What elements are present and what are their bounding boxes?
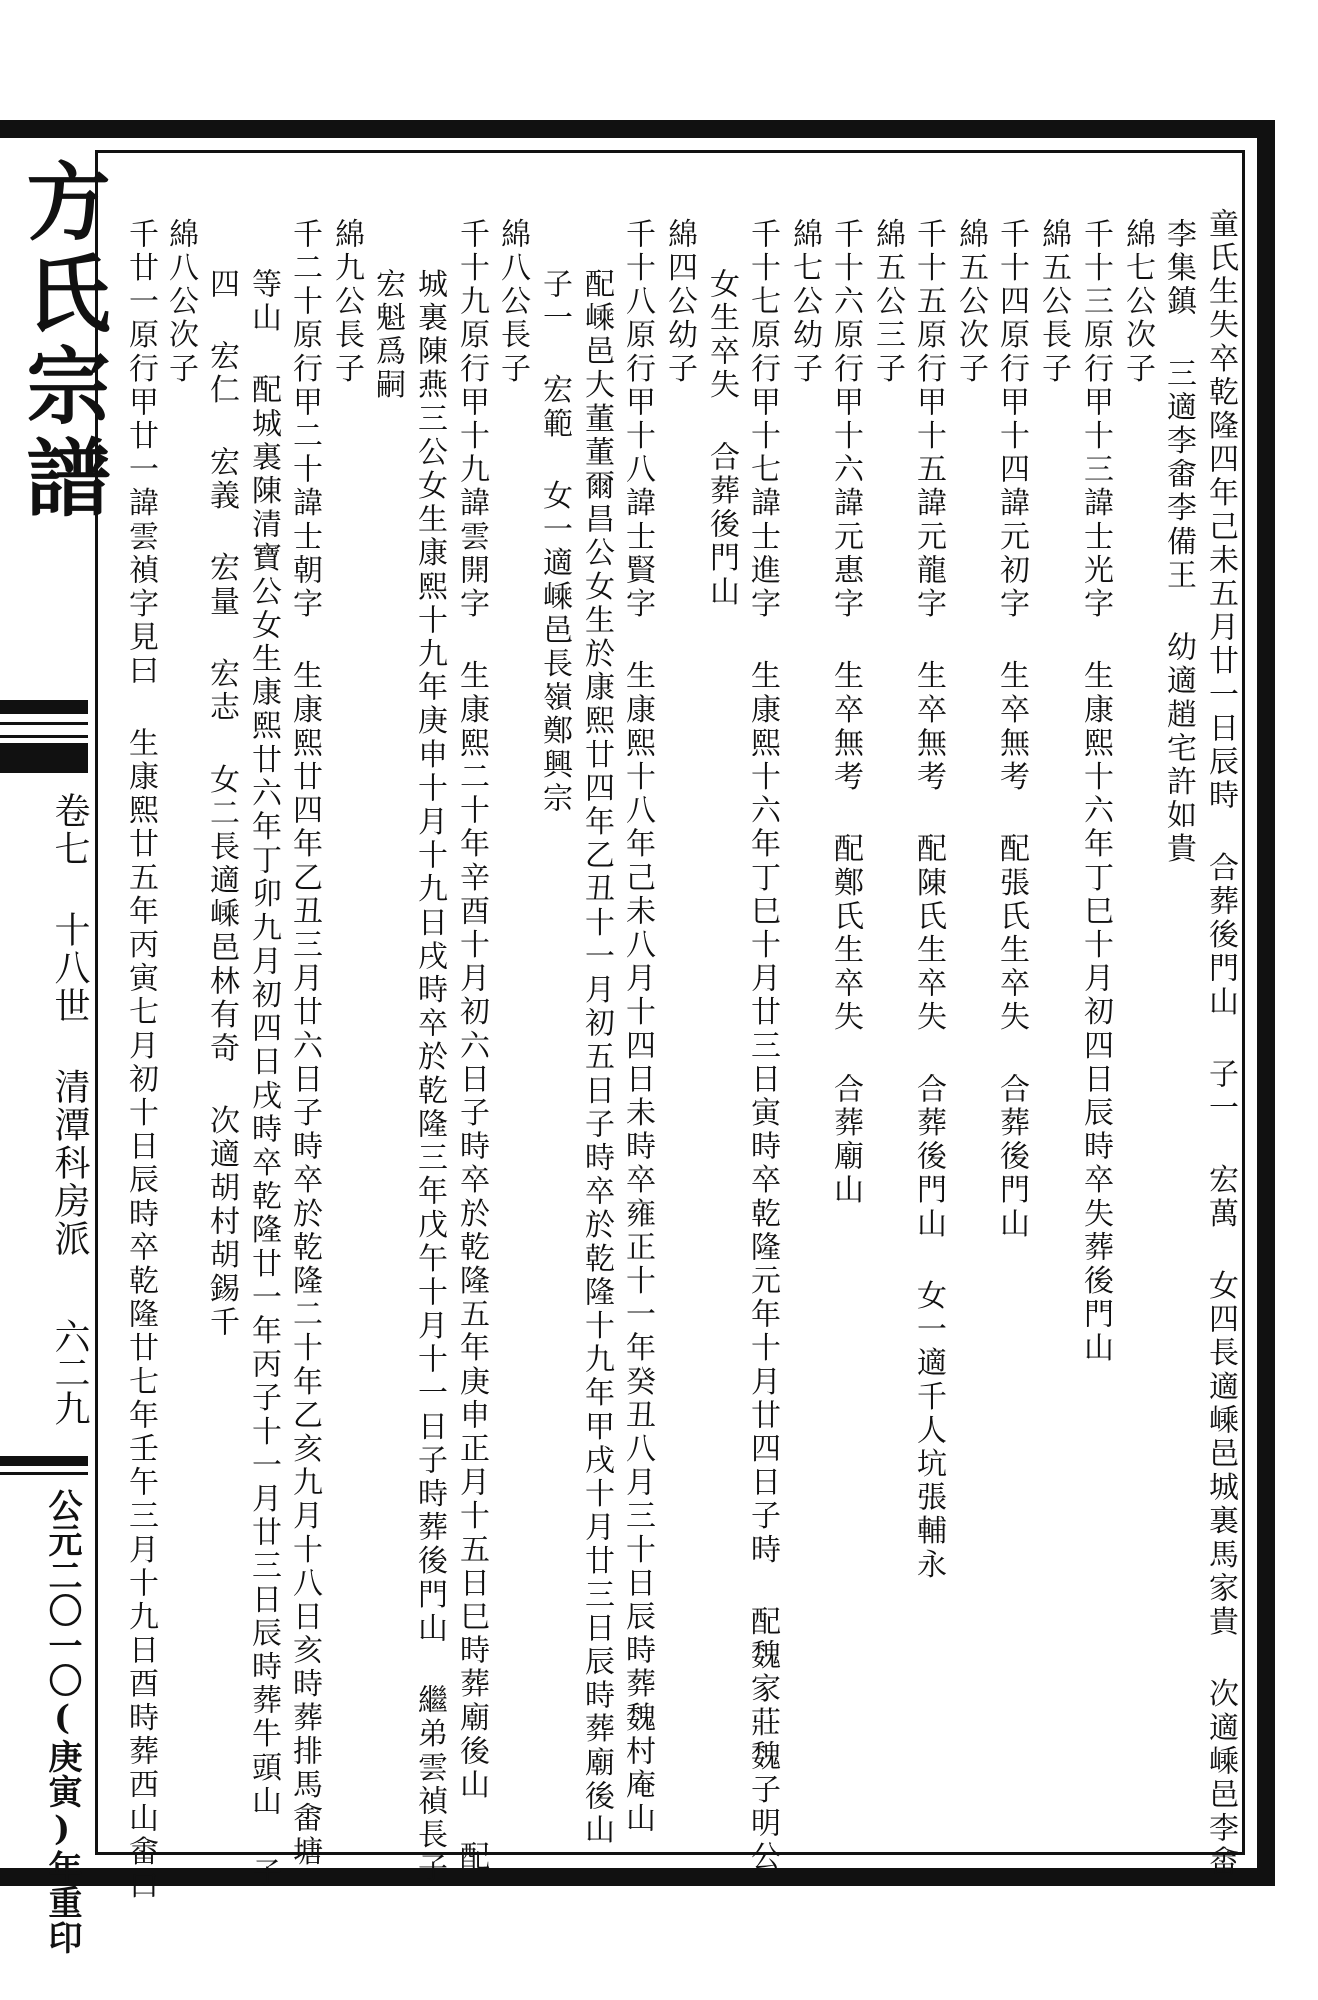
text-column: 千二十原行甲二十諱士朝字 生康熙廿四年乙丑三月廿六日子時卒於乾隆二十年乙亥九月十八日亥時葬排馬畬塘 — [287, 218, 322, 1870]
text-column: 女生卒失 合葬後門山 — [704, 268, 739, 609]
book-title: 方氏宗譜 — [13, 158, 112, 526]
text-column: 綿七公幼子 — [787, 218, 822, 386]
text-column: 子一 宏範 女一適嵊邑長嶺鄭興宗 — [537, 268, 572, 816]
text-column: 綿五公三子 — [870, 218, 905, 386]
text-column: 宏魁爲嗣 — [370, 268, 405, 403]
inner-border-right — [1242, 150, 1245, 1855]
text-column: 千十四原行甲十四諱元初字 生卒無考 配張氏生卒失 合葬後門山 — [994, 218, 1029, 1241]
text-column: 綿八公長子 — [495, 218, 530, 386]
outer-border-bottom — [0, 1868, 1275, 1886]
text-column: 城裏陳燕三公女生康熙十九年庚申十月十九日戌時卒於乾隆三年戊午十月十一日子時葬後門山 繼弟雲禎長子 — [412, 268, 447, 1886]
text-column: 四 宏仁 宏義 宏量 宏志 女二長適嵊邑林有奇 次適胡村胡錫千 — [204, 268, 239, 1340]
text-column: 千十八原行甲十八諱士賢字 生康熙十八年己未八月十四日未時卒雍正十一年癸丑八月三十日辰時葬魏村庵山 — [620, 218, 655, 1836]
text-column: 綿五公次子 — [953, 218, 988, 386]
text-column: 綿九公長子 — [329, 218, 364, 386]
outer-border-right — [1257, 120, 1275, 1886]
text-column: 千十六原行甲十六諱元惠字 生卒無考 配鄭氏生卒失 合葬廟山 — [828, 218, 863, 1208]
spine-divider-thin-1 — [0, 722, 88, 725]
text-column: 千廿一原行甲廿一諱雲禎字見曰 生康熙廿五年丙寅七月初十日辰時卒乾隆廿七年壬午三月十九日酉時葬西山畬口 — [123, 218, 158, 1903]
text-column: 綿八公次子 — [163, 218, 198, 386]
text-column: 童氏生失卒乾隆四年己未五月廿一日辰時 合葬後門山 子一 宏萬 女四長適嵊邑城裏馬家貴 次適嵊邑李畬 — [1203, 208, 1238, 1880]
text-column: 等山 配城裏陳清寶公女生康熙廿六年丁卯九月初四日戌時卒乾隆廿一年丙子十一月廿三日辰時葬牛頭山 子 — [246, 268, 281, 1891]
volume-label: 卷七 十八世 清潭科房派 — [49, 792, 90, 1258]
text-column: 綿四公幼子 — [662, 218, 697, 386]
text-column: 綿五公長子 — [1036, 218, 1071, 386]
spine-divider-thin-2 — [0, 735, 88, 738]
reprint-note: 公元二〇一〇(庚寅)年重印 — [42, 1488, 82, 1955]
inner-border-top — [95, 150, 1245, 153]
text-column: 綿七公次子 — [1120, 218, 1155, 386]
text-column: 李集鎮 三適李畬李備王 幼適趙宅許如貴 — [1161, 218, 1196, 867]
text-column: 配嵊邑大董董爾昌公女生於康熙廿四年乙丑十一月初五日子時卒於乾隆十九年甲戌十月廿三日辰時葬廟後山 — [579, 268, 614, 1848]
text-column: 千十三原行甲十三諱士光字 生康熙十六年丁巳十月初四日辰時卒失葬後門山 — [1078, 218, 1113, 1366]
text-column: 千十九原行甲十九諱雲開字 生康熙二十年辛酉十月初六日子時卒於乾隆五年庚申正月十五日巳時葬廟後山 配 — [454, 218, 489, 1875]
spine-divider-thick-1 — [0, 700, 88, 714]
spine-divider-thin-3 — [0, 1472, 88, 1475]
page-number: 六二九 — [49, 1318, 90, 1426]
text-column: 千十五原行甲十五諱元龍字 生卒無考 配陳氏生卒失 合葬後門山 女一適千人坑張輔永 — [911, 218, 946, 1582]
text-column: 千十七原行甲十七諱士進字 生康熙十六年丁巳十月廿三日寅時卒乾隆元年十月廿四日子時 配魏家莊魏子明公 — [745, 218, 780, 1875]
outer-border-top — [0, 120, 1275, 138]
spine-divider-thick-3 — [0, 1456, 88, 1466]
spine-divider-thick-2 — [0, 743, 88, 773]
